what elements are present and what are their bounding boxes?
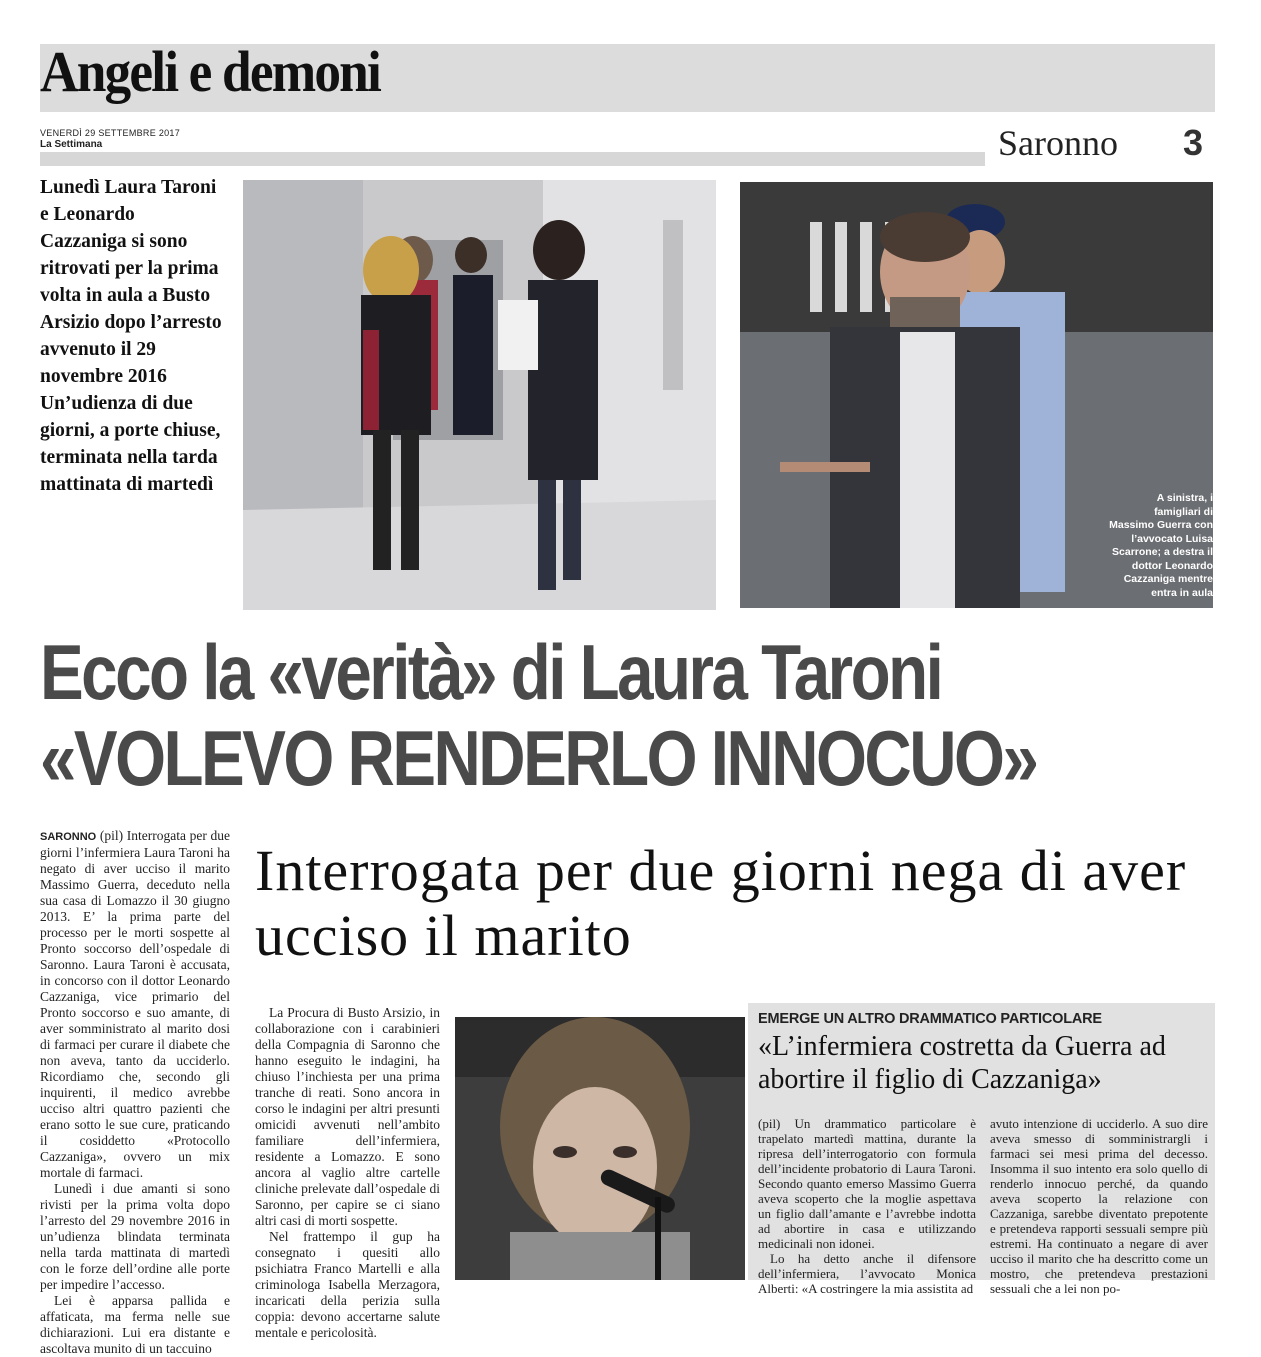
sidebar-column-2: [990, 1116, 1208, 1296]
sidebar-paragraph: (pil) Un drammatico particolare è trapelato martedì mattina, durante la ripresa dell’interrogatorio con formula dell’incidente probatorio di Laura Taroni. Secondo quanto emerso Massimo Guerra aveva scoperto che la moglie aspettava un figlio dall’amante e l’avrebbe indotta ad abortire in casa e utilizzando medicinali non idonei.: [758, 1116, 976, 1251]
article-column-2: [255, 1005, 440, 1341]
article-paragraph: Nel frattempo il gup ha consegnato i quesiti allo psichiatra Franco Martelli e alla criminologa Isabella Merzagora, incaricati della perizia sulla coppia: devono accertarne salute mentale e pericolosità.: [255, 1229, 440, 1340]
article-paragraph: Lunedì i due amanti si sono rivisti per la prima volta dopo l’arresto del 29 novembre 2016 in un’udienza blindata terminata nella tarda mattinata di martedì con le forze dell’ordine alle porte per impedire l’accesso.: [40, 1181, 230, 1292]
sidebar-kicker: EMERGE UN ALTRO DRAMMATICO PARTICOLARE: [758, 1011, 1102, 1027]
sidebar-paragraph: Lo ha detto anche il difensore dell’infermiera, l’avvocato Monica Alberti: «A costringere la mia assistita ad: [758, 1251, 976, 1296]
photo-taroni: [455, 1017, 745, 1280]
headline-line-1: Ecco la «verità» di Laura Taroni: [40, 628, 942, 716]
page-number: 3: [1183, 122, 1204, 163]
article-paragraph: Lei è apparsa pallida e affaticata, ma ferma nelle sue dichiarazioni. Lui era distante e ascoltava munito di un taccuino: [40, 1293, 230, 1356]
lead-paragraph: Lunedì Laura Taroni e Leonardo Cazzaniga si sono ritrovati per la prima volta in aula a Busto Arsizio dopo l’arresto avvenuto il 29 novembre 2016 Un’udienza di due giorni, a porte chiuse, terminata nella tarda mattinata di martedì: [40, 177, 222, 495]
issue-date: VENERDÌ 29 SETTEMBRE 2017: [40, 128, 181, 138]
photo-corridor-illustration: [243, 180, 716, 610]
sidebar-headline: «L’infermiera costretta da Guerra ad abortire il figlio di Cazzaniga»: [758, 1031, 1166, 1095]
section-title: Angeli e demoni: [40, 39, 380, 104]
publication-name: La Settimana: [40, 139, 103, 150]
sidebar-column-1: [758, 1116, 976, 1296]
town-name: Saronno: [998, 123, 1118, 163]
photo-taroni-illustration: [455, 1017, 745, 1280]
article-text: Interrogata per due giorni l’infermiera Laura Taroni ha negato di aver ucciso il marito Massimo Guerra, deceduto nella sua casa di Lomazzo il 30 giugno 2013. E’ la prima parte del processo per le morti sospette al Pronto soccorso dell’ospedale di Saronno. Laura Taroni è accusata, in concorso con il dottor Leonardo Cazzaniga, vice primario del Pronto soccorso e suo amante, di aver somministrato al marito dosi di farmaci per curare il diabete che non aveva, tanto da ucciderlo. Ricordiamo che, secondo gli inquirenti, il medico avrebbe ucciso altri quattro pazienti che erano sotto le sue cure, praticando il cosiddetto «Protocollo Cazzaniga», ovvero un mix mortale di farmaci.: [40, 828, 230, 1180]
headline-line-2: «VOLEVO RENDERLO INNOCUO»: [40, 714, 1037, 802]
photo-caption: A sinistra, i famigliari di Massimo Guerra con l’avvocato Luisa Scarrone; a destra il dottor Leonardo Cazzaniga mentre entra in aula: [1109, 492, 1213, 599]
photo-corridor: [243, 180, 716, 610]
article-paragraph: [40, 828, 230, 1181]
sidebar-paragraph: avuto intenzione di ucciderlo. A suo dire aveva smesso di somministrargli i farmaci sei mesi prima del decesso. Insomma il suo intento era solo quello di renderlo innocuo perché, da quando aveva scoperto la relazione con Cazzaniga, sarebbe diventato prepotente e pretendeva rapporti sessuali sempre più estremi. Ha continuato a negare di aver ucciso il marito che ha descritto come un mostro, che pretendeva prestazioni sessuali che a lei non po-: [990, 1116, 1208, 1296]
subheadline: Interrogata per due giorni nega di aver ucciso il marito: [255, 838, 1187, 968]
article-dateline: SARONNO: [40, 831, 97, 843]
article-paragraph: La Procura di Busto Arsizio, in collaborazione con i carabinieri della Compagnia di Saronno che hanno eseguito le indagini, ha chiuso l’inchiesta per una prima tranche di reati. Sono ancora in corso le indagini per altri presunti omicidi avvenuti nell’ambito familiare dell’infermiera, residente a Lomazzo. E sono ancora al vaglio altre cartelle cliniche prelevate dall’ospedale di Saronno, per capire se ci siano altri casi di morti sospette.: [255, 1005, 440, 1228]
article-column-1: [40, 828, 230, 1357]
article-byline: (pil): [99, 828, 124, 843]
